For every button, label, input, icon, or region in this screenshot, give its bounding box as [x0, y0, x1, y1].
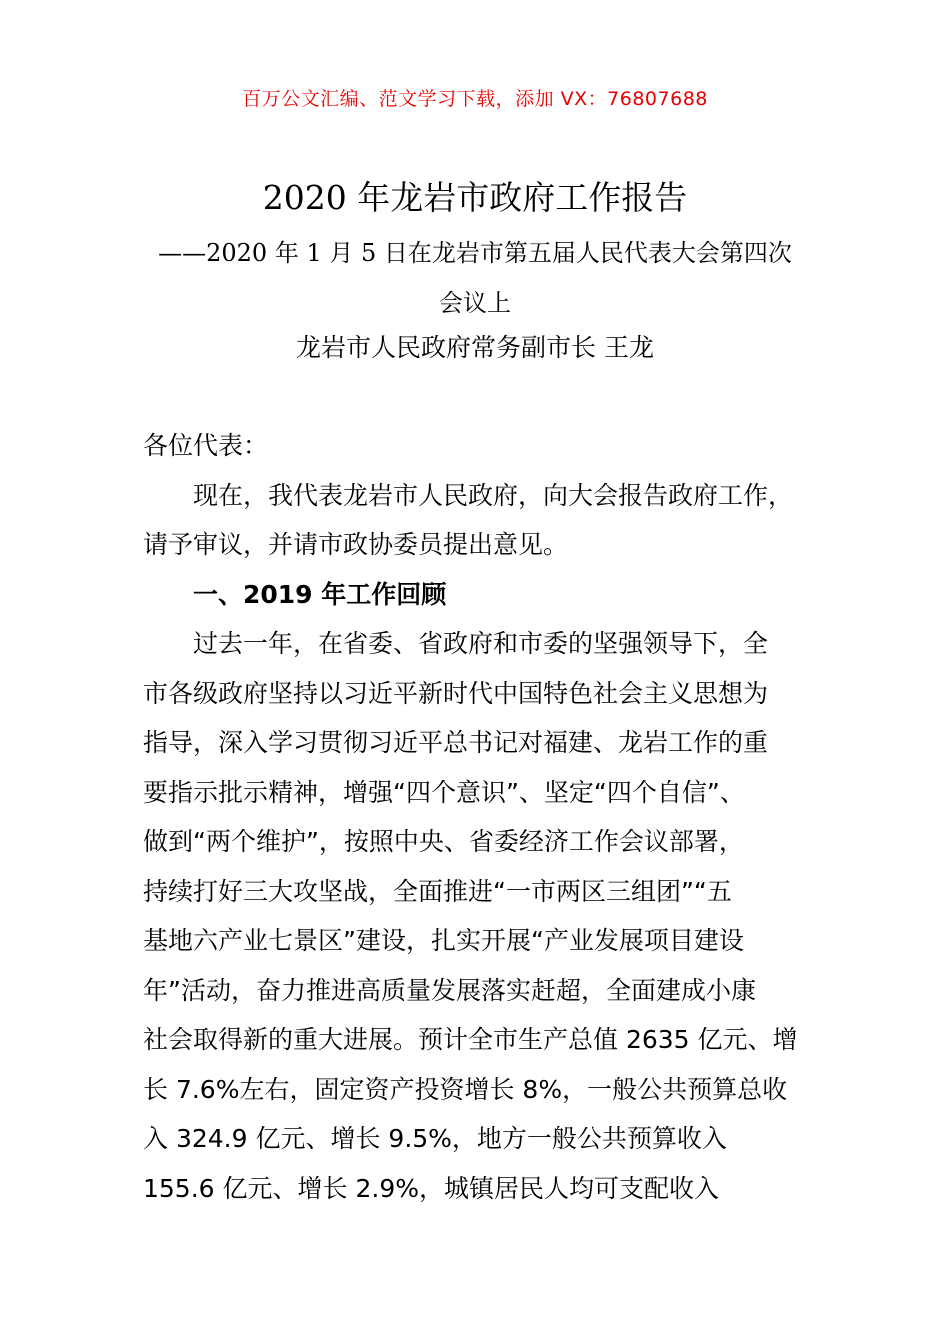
- text-line: 基地六产业七景区”建设，扎实开展“产业发展项目建设: [143, 926, 744, 955]
- text-line: 年”活动，奋力推进高质量发展落实赶超，全面建成小康: [143, 975, 756, 1005]
- review-paragraph: [143, 619, 815, 1213]
- salutation: 各位代表：: [143, 431, 269, 460]
- text-line: 155.6 亿元、增长 2.9%，城镇居民人均可支配收入: [143, 1173, 719, 1203]
- intro-paragraph: [143, 471, 815, 570]
- text-line: 请予审议，并请市政协委员提出意见。: [143, 530, 569, 559]
- watermark-banner: 百万公文汇编、范文学习下载，添加 VX：76807688: [242, 88, 708, 110]
- document-body: [143, 421, 815, 1213]
- text-line: 要指示批示精神，增强“四个意识”、坚定“四个自信”、: [143, 777, 745, 807]
- text-line: 市各级政府坚持以习近平新时代中国特色社会主义思想为: [143, 678, 769, 708]
- subtitle-line: ——2020 年 1 月 5 日在龙岩市第五届人民代表大会第四次: [158, 239, 792, 267]
- document-subtitle: [150, 228, 800, 328]
- text-line: 指导，深入学习贯彻习近平总书记对福建、龙岩工作的重: [143, 728, 769, 757]
- text-line: 做到“两个维护”，按照中央、省委经济工作会议部署，: [143, 827, 744, 856]
- section-heading: 一、2019 年工作回顾: [193, 579, 447, 609]
- text-line: 社会取得新的重大进展。预计全市生产总值 2635 亿元、增: [143, 1025, 798, 1054]
- text-line: 长 7.6%左右，固定资产投资增长 8%，一般公共预算总收: [143, 1074, 788, 1104]
- subtitle-line: 会议上: [439, 289, 511, 317]
- text-line: 持续打好三大攻坚战，全面推进“一市两区三组团”“五: [143, 876, 732, 906]
- document-title: 2020 年龙岩市政府工作报告: [262, 178, 688, 217]
- text-line: 过去一年，在省委、省政府和市委的坚强领导下，全: [193, 629, 769, 658]
- text-line: 现在，我代表龙岩市人民政府，向大会报告政府工作，: [193, 480, 794, 510]
- author-line: 龙岩市人民政府常务副市长 王龙: [296, 333, 654, 362]
- text-line: 入 324.9 亿元、增长 9.5%，地方一般公共预算收入: [143, 1124, 727, 1153]
